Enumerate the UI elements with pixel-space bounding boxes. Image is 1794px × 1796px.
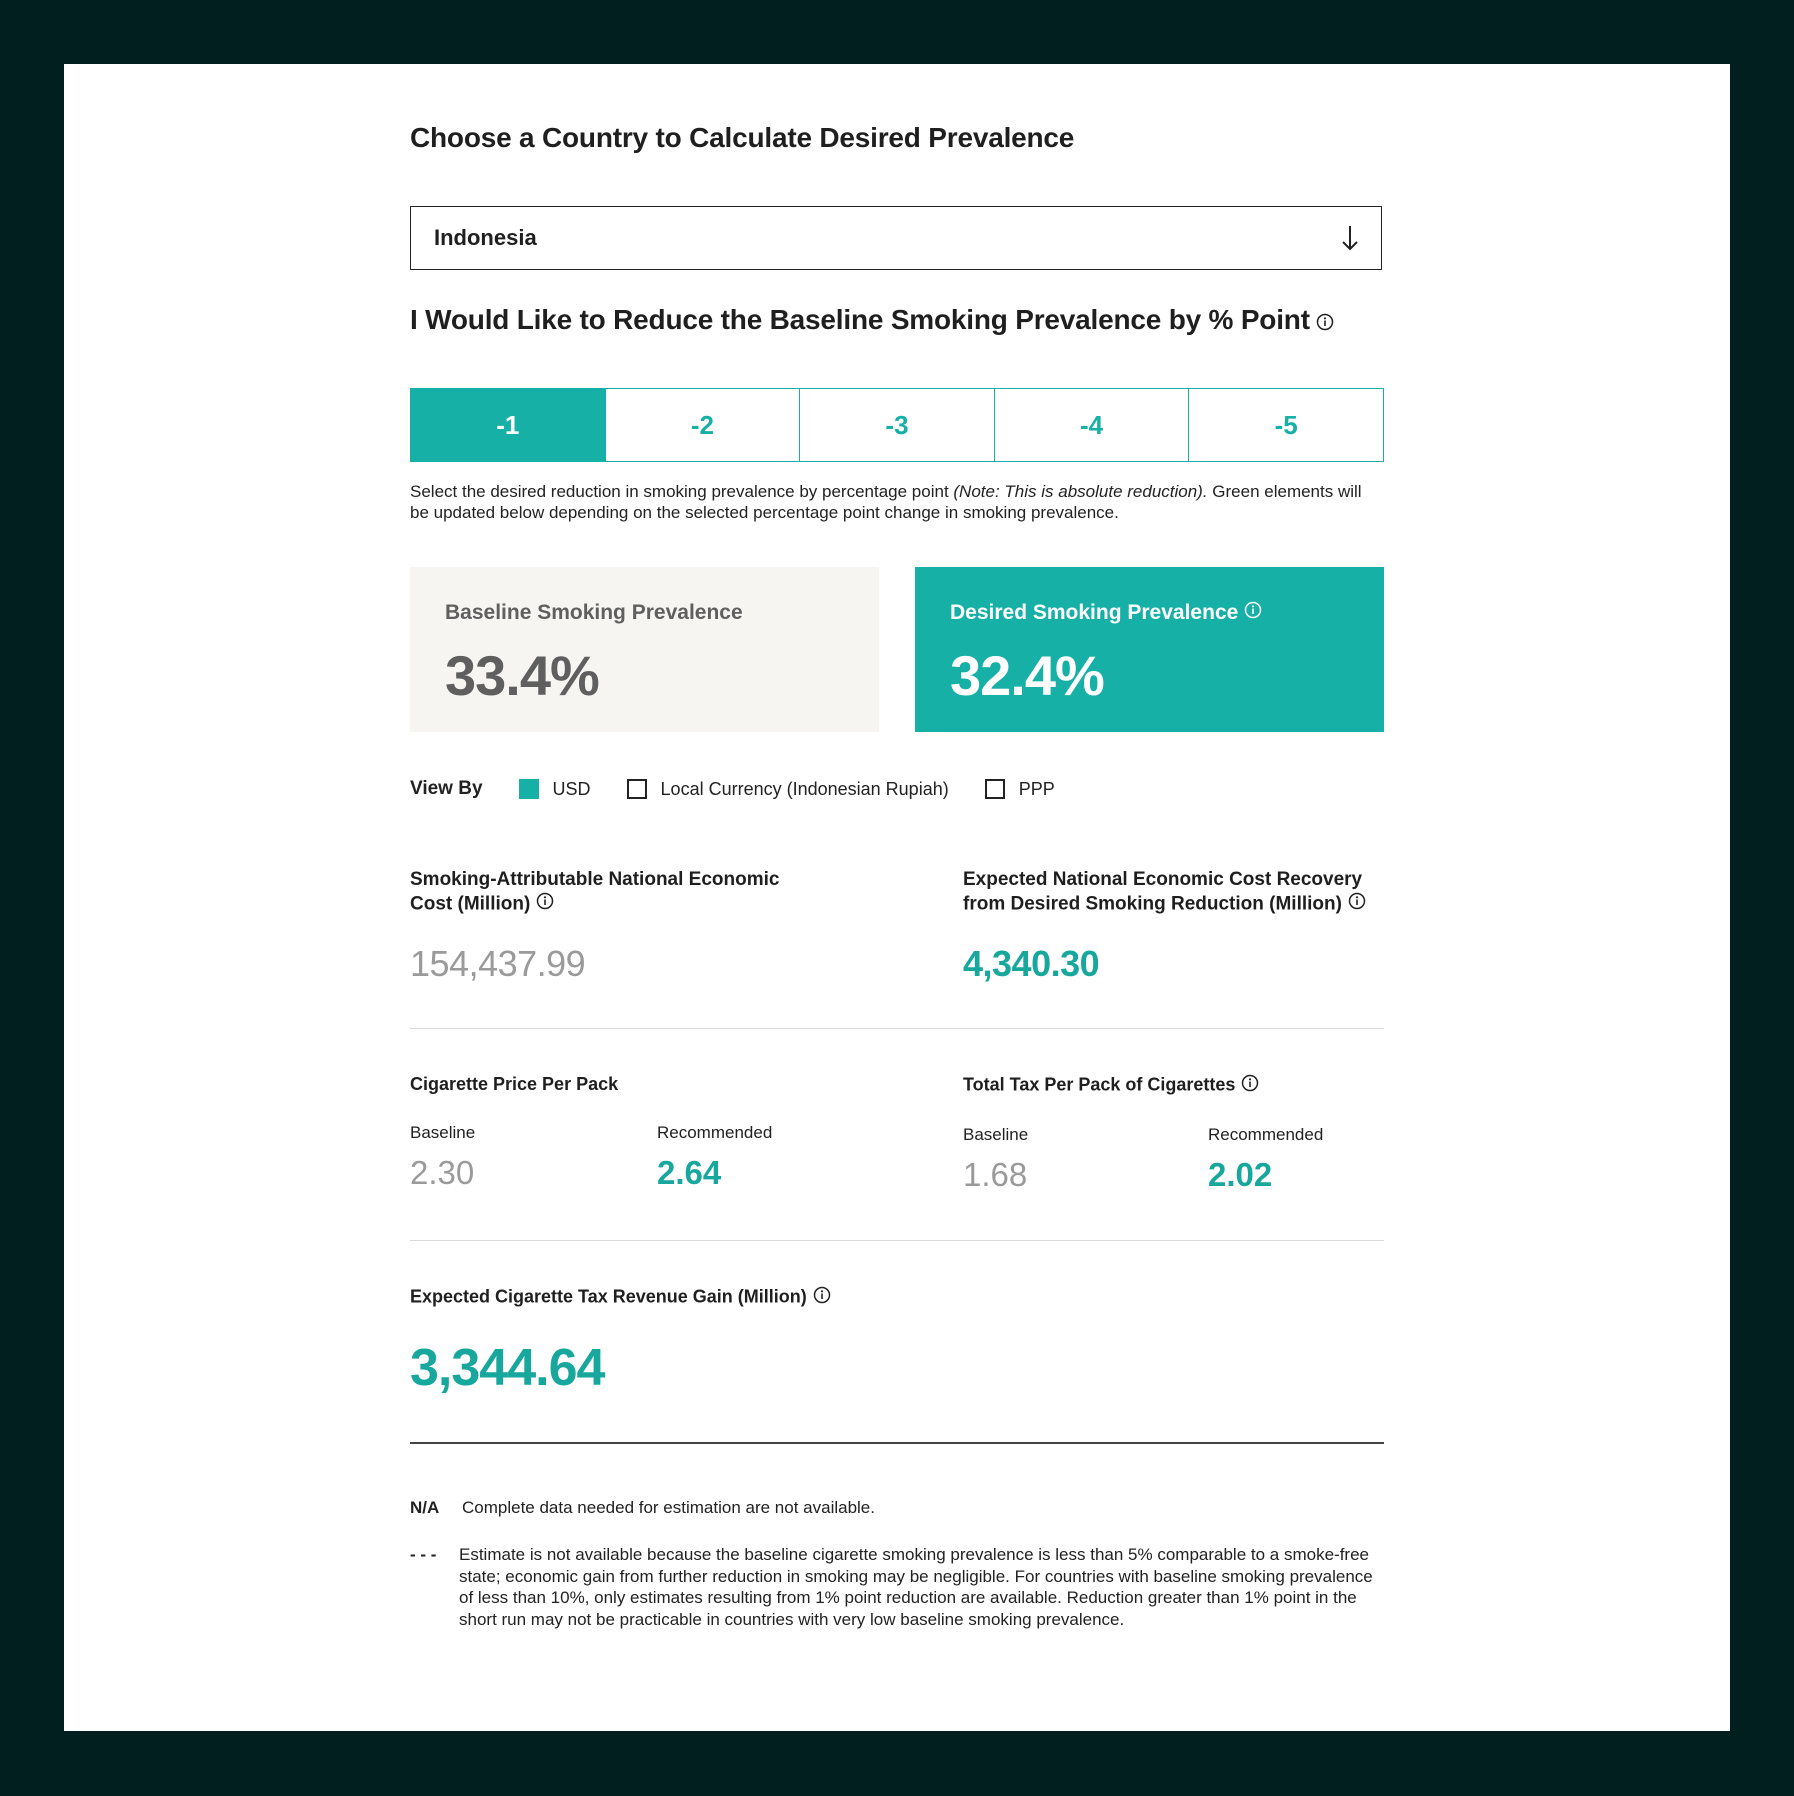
country-heading: Choose a Country to Calculate Desired Prevalence: [410, 122, 1075, 153]
view-by-ppp-label: PPP: [1018, 778, 1055, 799]
view-by-usd-label: USD: [552, 778, 591, 799]
tax-recommended-label: Recommended: [1208, 1125, 1324, 1144]
baseline-prevalence-box: [410, 567, 879, 732]
tax-revenue-label: Expected Cigarette Tax Revenue Gain (Million): [410, 1286, 807, 1307]
price-recommended-value: 2.64: [657, 1154, 722, 1191]
price-baseline-value: 2.30: [410, 1154, 475, 1191]
desired-prevalence-label: Desired Smoking Prevalence: [950, 601, 1239, 624]
view-by-label: View By: [410, 778, 483, 799]
reduction-option-1[interactable]: -1: [411, 389, 605, 461]
note-na: [410, 1497, 1384, 1519]
tax-revenue-heading: [410, 1286, 831, 1309]
checkbox-unchecked[interactable]: [985, 779, 1005, 799]
economic-cost-label: [410, 868, 830, 917]
price-recommended-label: Recommended: [657, 1123, 773, 1142]
cost-recovery-value: 4,340.30: [963, 943, 1100, 984]
country-select-value: Indonesia: [434, 225, 537, 250]
note-key: N/A: [410, 1498, 440, 1517]
info-icon[interactable]: [1348, 892, 1366, 917]
note-key: - - -: [410, 1545, 437, 1564]
view-by-group: [410, 774, 1091, 804]
info-icon[interactable]: [1241, 1074, 1259, 1097]
divider: [410, 1240, 1384, 1241]
view-by-ppp[interactable]: [985, 779, 1055, 800]
tax-revenue-value: 3,344.64: [410, 1339, 605, 1397]
tax-baseline-label: Baseline: [963, 1125, 1029, 1144]
view-by-usd[interactable]: [519, 779, 591, 800]
tax-baseline-value: 1.68: [963, 1156, 1028, 1193]
reduction-option-3[interactable]: -3: [799, 389, 994, 461]
economic-cost-label-line1: Smoking-Attributable National Economic: [410, 869, 780, 890]
note-text: Complete data needed for estimation are not available.: [462, 1498, 875, 1517]
desired-prevalence-box: [915, 567, 1384, 732]
price-baseline-label: Baseline: [410, 1123, 476, 1142]
baseline-prevalence-value: 33.4%: [445, 644, 599, 707]
desired-prevalence-value: 32.4%: [950, 644, 1104, 708]
checkbox-unchecked[interactable]: [627, 779, 647, 799]
reduction-selector: [410, 388, 1384, 462]
help-text-pre: Select the desired reduction in smoking prevalence by percentage point: [410, 482, 954, 501]
divider: [410, 1442, 1384, 1444]
reduction-option-4[interactable]: -4: [994, 389, 1189, 461]
tax-recommended-value: 2.02: [1208, 1156, 1273, 1193]
reduction-option-5[interactable]: -5: [1188, 389, 1383, 461]
economic-cost-value: 154,437.99: [410, 943, 586, 984]
tax-per-pack-heading: [963, 1074, 1259, 1097]
arrow-down-icon: [1341, 225, 1359, 251]
reduce-heading: [410, 304, 1334, 338]
note-dashes: [410, 1544, 1384, 1630]
info-icon[interactable]: [536, 892, 554, 917]
view-by-local-currency[interactable]: [627, 779, 949, 800]
info-icon[interactable]: [1316, 306, 1334, 338]
tax-per-pack-label: Total Tax Per Pack of Cigarettes: [963, 1074, 1236, 1095]
cost-recovery-label: [963, 868, 1393, 917]
country-select[interactable]: [410, 206, 1382, 270]
cost-recovery-label-line1: Expected National Economic Cost Recovery: [963, 869, 1363, 890]
baseline-prevalence-label: Baseline Smoking Prevalence: [445, 601, 743, 624]
checkbox-checked[interactable]: [519, 779, 539, 799]
view-by-local-currency-label: Local Currency (Indonesian Rupiah): [660, 778, 949, 799]
info-icon[interactable]: [813, 1286, 831, 1309]
desired-prevalence-heading: [950, 601, 1349, 625]
price-per-pack-label: Cigarette Price Per Pack: [410, 1074, 619, 1094]
help-text-post: Green elements will be updated below depending on the selected percentage point change in smoking prevalence.: [410, 482, 1362, 522]
info-icon[interactable]: [1244, 601, 1262, 625]
note-text: Estimate is not available because the baseline cigarette smoking prevalence is less than 5% comparable to a smoke-free state; economic gain from further reduction in smoking may be negligible. For countries with baseline smoking prevalence of less than 10%, only estimates resulting from 1% point reduction are available. Reduction greater than 1% point in the short run may not be practicable in countries with very low baseline smoking prevalence.: [459, 1545, 1373, 1629]
calculator-card: [64, 64, 1730, 1731]
divider: [410, 1028, 1384, 1029]
reduce-heading-text: I Would Like to Reduce the Baseline Smoking Prevalence by % Point: [410, 304, 1310, 335]
cost-recovery-label-line2: from Desired Smoking Reduction (Million): [963, 893, 1342, 915]
reduction-option-2[interactable]: -2: [605, 389, 800, 461]
help-text-note: (Note: This is absolute reduction).: [953, 482, 1208, 501]
economic-cost-label-line2: Cost (Million): [410, 893, 531, 915]
reduction-help-text: [410, 481, 1384, 523]
